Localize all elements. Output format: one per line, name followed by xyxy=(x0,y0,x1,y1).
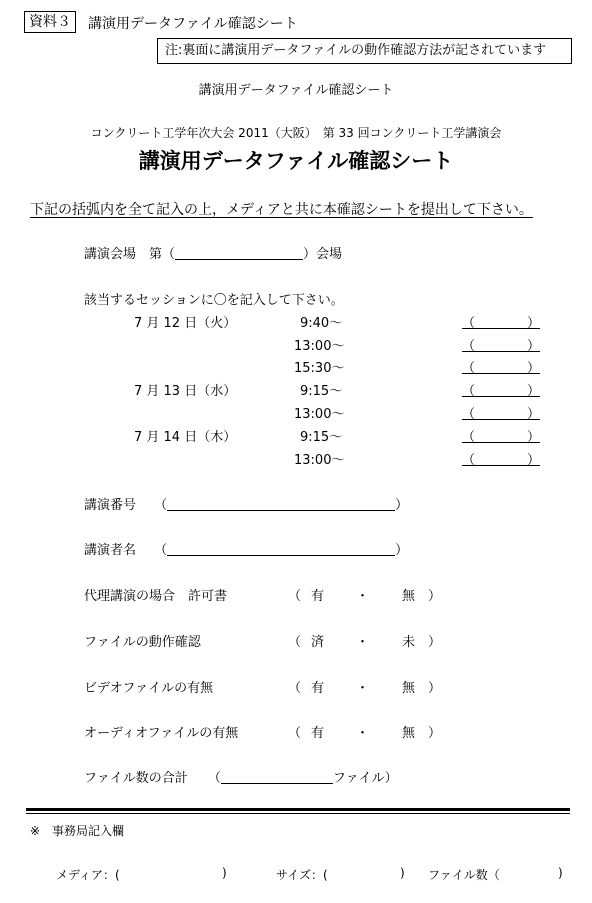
session-time: 9:15～ xyxy=(300,384,343,399)
choice-label: 代理講演の場合 許可書 xyxy=(84,589,228,604)
office-files-close: ) xyxy=(558,866,563,880)
file-count-label: ファイル数の合計 xyxy=(84,771,188,786)
speaker-label: 講演者名 xyxy=(84,543,137,558)
session-time: 13:00～ xyxy=(294,407,345,422)
document-tag-text: 資料３ xyxy=(29,14,71,30)
session-time: 13:00～ xyxy=(294,339,345,354)
session-time: 13:00～ xyxy=(294,453,345,468)
choice-label: ファイルの動作確認 xyxy=(84,635,201,650)
choice-option-a[interactable]: 済 xyxy=(311,635,325,650)
office-size-label: サイズ：( xyxy=(276,868,328,882)
choice-label: オーディオファイルの有無 xyxy=(84,726,239,741)
choice-option-b[interactable]: 無 xyxy=(402,681,416,696)
document-tag xyxy=(24,11,76,33)
session-mark[interactable]: （ ） xyxy=(462,316,541,331)
file-count-row xyxy=(84,767,398,786)
choice-open: （ xyxy=(288,681,302,696)
session-mark[interactable]: （ ） xyxy=(462,453,541,468)
session-time: 9:15～ xyxy=(300,430,343,445)
office-divider xyxy=(26,808,570,811)
file-count-blank[interactable] xyxy=(221,769,333,784)
event-line: コンクリート工学年次大会 2011（大阪） 第 33 回コンクリート工学講演会 xyxy=(90,126,502,140)
session-mark[interactable]: （ ） xyxy=(462,361,541,376)
header-title: 講演用データファイル確認シート xyxy=(88,16,298,32)
talk-number-open: （ xyxy=(154,498,168,513)
speaker-blank[interactable] xyxy=(167,541,395,556)
office-media-close: ) xyxy=(222,866,227,880)
choice-open: （ xyxy=(288,635,302,650)
choice-separator: ・ xyxy=(356,635,370,650)
talk-number-label: 講演番号 xyxy=(84,498,137,513)
venue-blank[interactable] xyxy=(175,245,303,260)
choice-option-b[interactable]: 無 xyxy=(402,589,416,604)
choice-open: （ xyxy=(288,726,302,741)
choice-close: ） xyxy=(428,589,442,604)
choice-open: （ xyxy=(288,589,302,604)
speaker-open: （ xyxy=(154,543,168,558)
session-mark[interactable]: （ ） xyxy=(462,430,541,445)
speaker-row xyxy=(84,539,408,558)
back-page-note xyxy=(157,38,572,64)
subtitle: 講演用データファイル確認シート xyxy=(198,83,394,98)
session-time: 9:40～ xyxy=(300,316,343,331)
session-mark[interactable]: （ ） xyxy=(462,384,541,399)
choice-option-a[interactable]: 有 xyxy=(311,726,325,741)
office-divider-thin xyxy=(26,813,570,814)
session-date: 7 月 13 日（水） xyxy=(134,384,237,399)
choice-label: ビデオファイルの有無 xyxy=(84,681,214,696)
choice-option-a[interactable]: 有 xyxy=(311,589,325,604)
file-count-suffix: ファイル） xyxy=(332,771,398,786)
choice-option-b[interactable]: 無 xyxy=(402,726,416,741)
office-heading: ※ 事務局記入欄 xyxy=(30,824,125,838)
back-page-note-text: 注:裏面に講演用データファイルの動作確認方法が記されています xyxy=(165,43,547,58)
talk-number-row xyxy=(84,494,408,513)
session-prompt: 該当するセッションに〇を記入して下さい。 xyxy=(84,293,344,308)
choice-option-a[interactable]: 有 xyxy=(311,681,325,696)
choice-separator: ・ xyxy=(356,681,370,696)
instruction: 下記の括弧内を全て記入の上，メディアと共に本確認シートを提出して下さい。 xyxy=(30,202,533,218)
session-time: 15:30～ xyxy=(294,361,345,376)
main-title: 講演用データファイル確認シート xyxy=(138,149,454,173)
session-date: 7 月 14 日（木） xyxy=(134,430,237,445)
venue-suffix: ）会場 xyxy=(303,247,343,262)
choice-separator: ・ xyxy=(356,589,370,604)
session-mark[interactable]: （ ） xyxy=(462,407,541,422)
talk-number-blank[interactable] xyxy=(167,496,395,511)
venue-row xyxy=(84,243,342,262)
office-files-label: ファイル数（ xyxy=(428,868,500,882)
office-size-close: ) xyxy=(400,866,405,880)
choice-close: ） xyxy=(428,681,442,696)
choice-separator: ・ xyxy=(356,726,370,741)
speaker-close: ） xyxy=(395,543,409,558)
choice-option-b[interactable]: 未 xyxy=(402,635,416,650)
session-mark[interactable]: （ ） xyxy=(462,339,541,354)
choice-close: ） xyxy=(428,635,442,650)
office-media-label: メディア：( xyxy=(56,868,120,882)
session-date: 7 月 12 日（火） xyxy=(134,316,237,331)
choice-close: ） xyxy=(428,726,442,741)
talk-number-close: ） xyxy=(395,498,409,513)
venue-label: 講演会場 第（ xyxy=(84,247,176,262)
file-count-open: （ xyxy=(207,771,221,786)
